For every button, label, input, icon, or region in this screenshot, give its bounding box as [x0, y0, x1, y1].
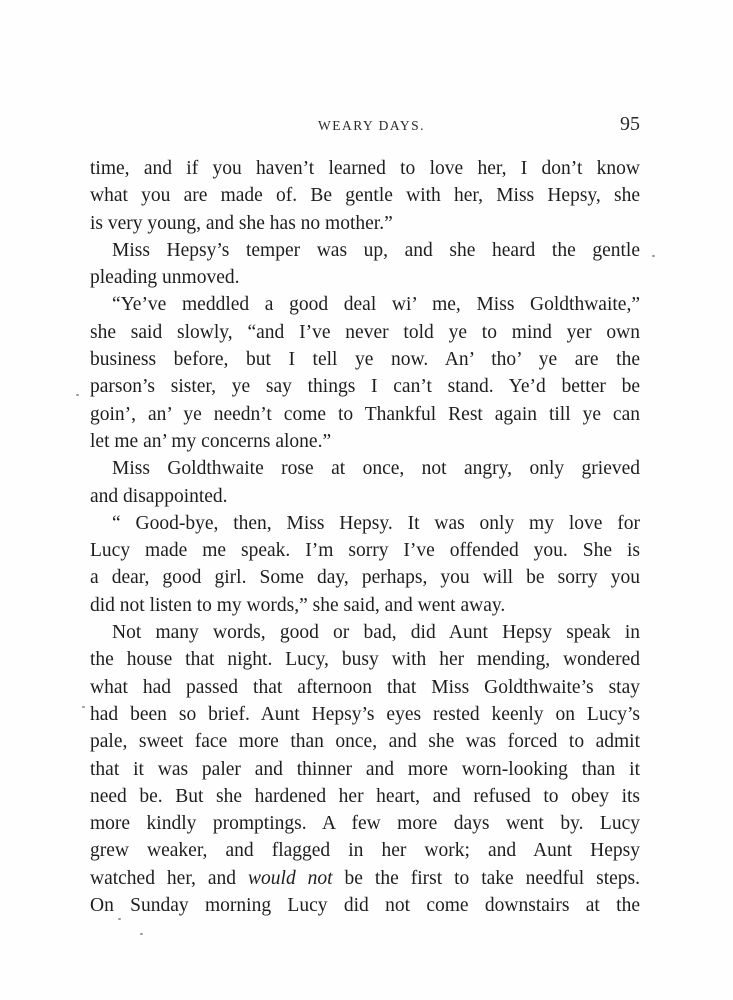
text-line: “ Good-bye, then, Miss Hepsy. It was only my love for	[112, 512, 640, 534]
scan-speck	[140, 933, 143, 935]
scan-speck	[652, 255, 655, 257]
text-line: Not many words, good or bad, did Aunt Hepsy speak in	[112, 622, 640, 644]
text-line: parson’s sister, ye say things I can’t stand. Ye’d better be	[90, 376, 640, 398]
text-line: and disappointed.	[90, 485, 228, 507]
text-line: Miss Goldthwaite rose at once, not angry, only grieved	[112, 458, 640, 480]
text-line: she said slowly, “and I’ve never told ye to mind yer own	[90, 321, 640, 343]
text-line: had been so brief. Aunt Hepsy’s eyes rested keenly on Lucy’s	[90, 703, 640, 725]
text-line: On Sunday morning Lucy did not come downstairs at the	[90, 895, 640, 917]
body-text	[90, 155, 640, 919]
text-line: is very young, and she has no mother.”	[90, 212, 393, 234]
text-line: that it was paler and thinner and more worn-looking than it	[90, 758, 640, 780]
scan-speck	[76, 394, 79, 396]
text-line: grew weaker, and flagged in her work; and Aunt Hepsy	[90, 840, 640, 862]
italic-emphasis: would not	[248, 867, 333, 889]
text-line: business before, but I tell ye now. An’ tho’ ye are the	[90, 349, 640, 371]
text-line: pleading unmoved.	[90, 267, 240, 289]
text-line: Miss Hepsy’s temper was up, and she heard the gentle	[112, 239, 640, 261]
text-fragment: be the first to take needful steps.	[332, 867, 640, 889]
text-line: pale, sweet face more than once, and she was forced to admit	[90, 731, 640, 753]
text-line	[90, 865, 640, 892]
text-line: what had passed that afternoon that Miss Goldthwaite’s stay	[90, 676, 640, 698]
text-line: need be. But she hardened her heart, and refused to obey its	[90, 785, 640, 807]
text-line: let me an’ my concerns alone.”	[90, 430, 332, 452]
scan-speck	[118, 918, 121, 920]
text-line: the house that night. Lucy, busy with her mending, wondered	[90, 649, 640, 671]
text-line: a dear, good girl. Some day, perhaps, you will be sorry you	[90, 567, 640, 589]
text-fragment: watched her, and	[90, 867, 249, 889]
text-line: Lucy made me speak. I’m sorry I’ve offended you. She is	[90, 540, 640, 562]
running-head: WEARY DAYS.	[318, 118, 426, 133]
page-number: 95	[620, 113, 640, 135]
text-line: goin’, an’ ye needn’t come to Thankful Rest again till ye can	[90, 403, 640, 425]
text-line: what you are made of. Be gentle with her, Miss Hepsy, she	[90, 185, 640, 207]
text-line: “Ye’ve meddled a good deal wi’ me, Miss Goldthwaite,”	[112, 294, 640, 316]
text-line: time, and if you haven’t learned to love her, I don’t know	[90, 158, 640, 179]
text-line: did not listen to my words,” she said, and went away.	[90, 594, 506, 616]
scan-speck	[82, 706, 85, 708]
text-line: more kindly promptings. A few more days went by. Lucy	[90, 813, 640, 835]
